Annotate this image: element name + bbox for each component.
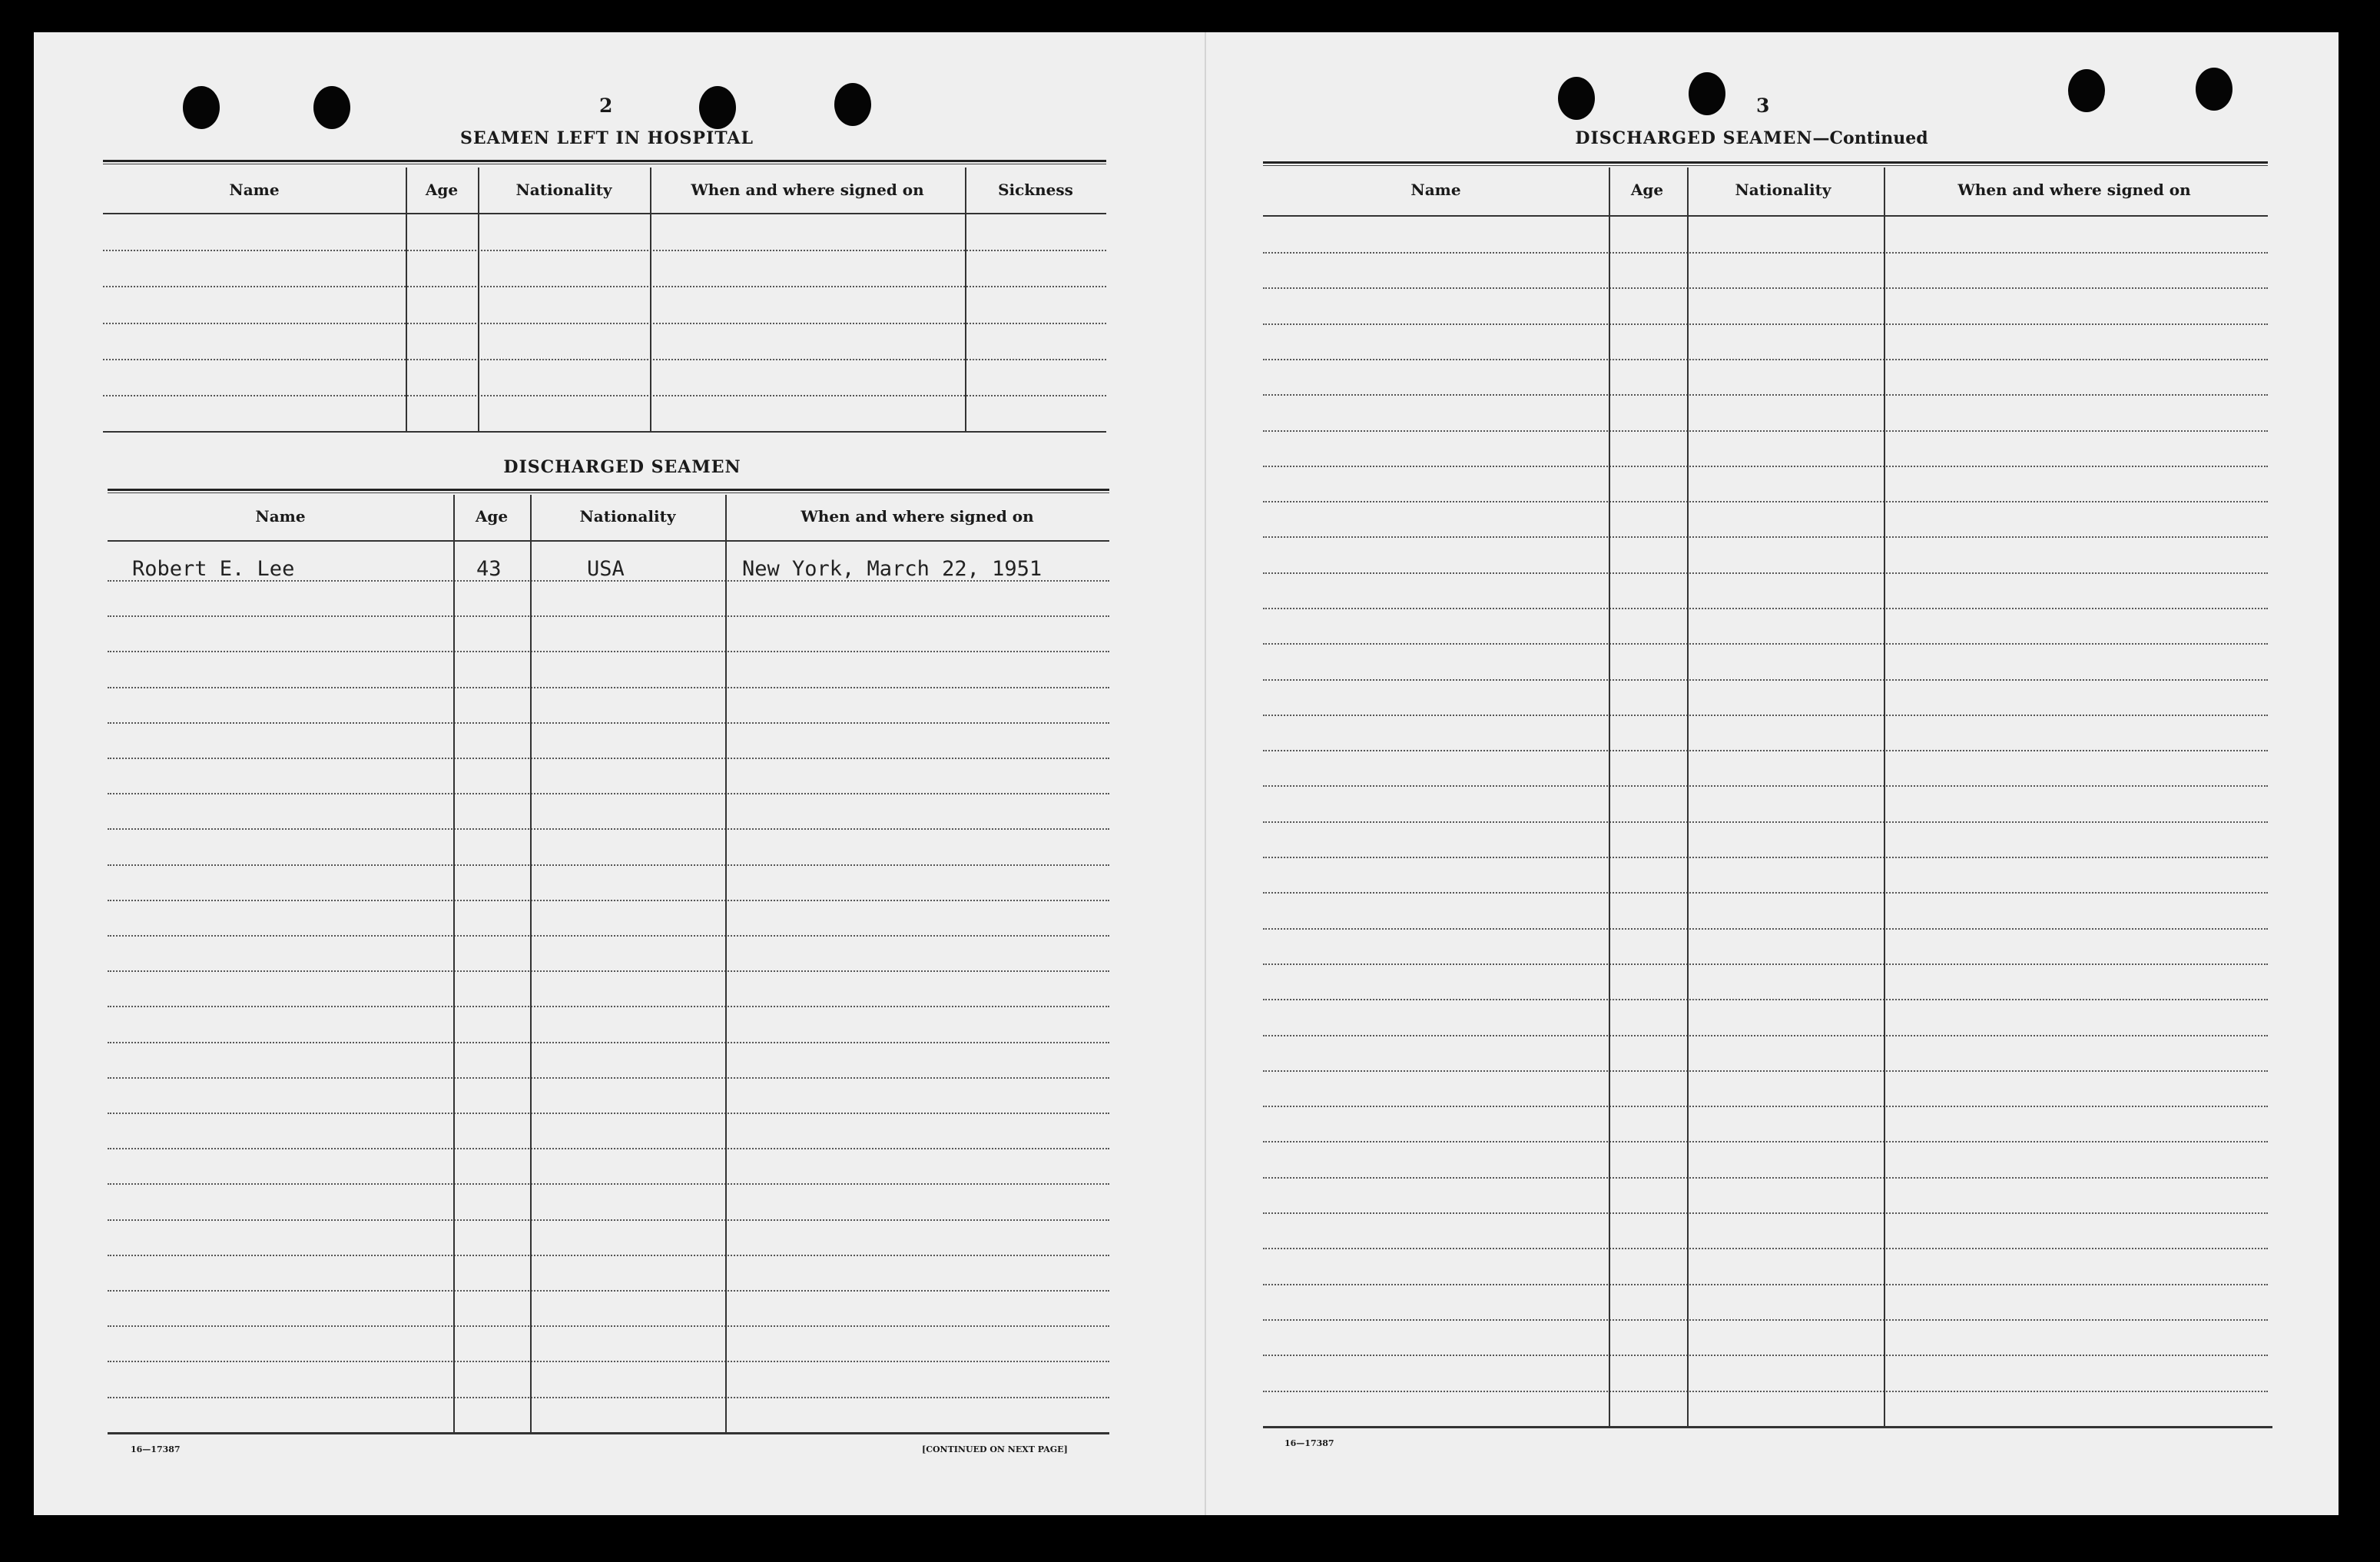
row-line bbox=[108, 687, 1109, 688]
row-line bbox=[1263, 750, 2268, 751]
discharged-continued-title-suffix: —Continued bbox=[1812, 128, 1928, 148]
seaman-age: 43 bbox=[476, 557, 502, 581]
punch-hole bbox=[183, 86, 220, 129]
row-line bbox=[1263, 1106, 2268, 1107]
discharged-header-rule bbox=[108, 540, 1109, 542]
form-number-left: 16—17387 bbox=[131, 1444, 181, 1454]
row-line bbox=[1263, 1355, 2268, 1356]
hospital-section-title: SEAMEN LEFT IN HOSPITAL bbox=[460, 128, 754, 148]
hospital-col-name: Name bbox=[229, 181, 280, 199]
continued-col-age: Age bbox=[1630, 181, 1664, 199]
continued-bottom-rule bbox=[1263, 1426, 2272, 1428]
discharged-col-divider bbox=[530, 495, 532, 1434]
row-line bbox=[108, 793, 1109, 794]
row-line bbox=[1263, 1248, 2268, 1249]
discharged-col-nationality: Nationality bbox=[579, 507, 676, 526]
row-line bbox=[108, 864, 1109, 866]
row-line bbox=[108, 1290, 1109, 1292]
punch-hole bbox=[2068, 69, 2105, 112]
row-line bbox=[1263, 572, 2268, 574]
discharged-col-signed-on: When and where signed on bbox=[801, 507, 1034, 526]
continued-top-rule bbox=[1263, 161, 2268, 166]
page-number-left: 2 bbox=[599, 95, 613, 117]
row-line bbox=[108, 828, 1109, 830]
row-line bbox=[108, 935, 1109, 937]
hospital-col-divider bbox=[406, 167, 407, 432]
hospital-col-nationality: Nationality bbox=[515, 181, 612, 199]
hospital-col-age: Age bbox=[425, 181, 459, 199]
row-line bbox=[1263, 394, 2268, 396]
row-line bbox=[1263, 430, 2268, 432]
document-sheet bbox=[34, 32, 2339, 1515]
continued-col-signed-on: When and where signed on bbox=[1957, 181, 2191, 199]
row-line bbox=[1263, 1319, 2268, 1321]
discharged-continued-title bbox=[1536, 128, 1967, 148]
row-line bbox=[108, 580, 1109, 582]
row-line bbox=[1263, 1035, 2268, 1036]
discharged-continued-title-main: DISCHARGED SEAMEN bbox=[1575, 128, 1813, 148]
row-line bbox=[1263, 252, 2268, 254]
page-fold bbox=[1205, 32, 1206, 1515]
row-line bbox=[108, 1219, 1109, 1221]
continued-col-divider bbox=[1884, 167, 1885, 1428]
row-line bbox=[1263, 287, 2268, 289]
hospital-row-line bbox=[103, 286, 1106, 287]
hospital-col-divider bbox=[478, 167, 479, 432]
row-line bbox=[1263, 963, 2268, 965]
row-line bbox=[1263, 715, 2268, 716]
row-line bbox=[1263, 1212, 2268, 1214]
row-line bbox=[108, 1006, 1109, 1007]
hospital-row-line bbox=[103, 395, 1106, 396]
continued-col-name: Name bbox=[1410, 181, 1461, 199]
row-line bbox=[108, 1325, 1109, 1327]
discharged-col-age: Age bbox=[475, 507, 509, 526]
punch-hole bbox=[1558, 77, 1595, 120]
row-line bbox=[108, 1042, 1109, 1043]
row-line bbox=[108, 615, 1109, 617]
row-line bbox=[1263, 1391, 2268, 1392]
punch-hole bbox=[834, 83, 871, 126]
continued-col-divider bbox=[1609, 167, 1610, 1428]
punch-hole bbox=[2196, 68, 2232, 111]
row-line bbox=[108, 758, 1109, 759]
punch-hole bbox=[699, 86, 736, 129]
seaman-nationality: USA bbox=[587, 557, 625, 581]
row-line bbox=[108, 1397, 1109, 1398]
hospital-col-divider bbox=[650, 167, 651, 432]
discharged-col-divider bbox=[725, 495, 727, 1434]
page-number-right: 3 bbox=[1756, 95, 1770, 117]
row-line bbox=[1263, 679, 2268, 681]
continued-col-nationality: Nationality bbox=[1735, 181, 1831, 199]
row-line bbox=[1263, 536, 2268, 538]
punch-hole bbox=[313, 86, 350, 129]
row-line bbox=[108, 970, 1109, 972]
hospital-row-line bbox=[103, 359, 1106, 360]
row-line bbox=[108, 651, 1109, 652]
row-line bbox=[1263, 928, 2268, 930]
discharged-top-rule bbox=[108, 489, 1109, 493]
continued-note: [CONTINUED ON NEXT PAGE] bbox=[922, 1444, 1068, 1454]
form-number-right: 16—17387 bbox=[1284, 1438, 1334, 1448]
row-line bbox=[1263, 608, 2268, 609]
row-line bbox=[1263, 466, 2268, 467]
row-line bbox=[1263, 1141, 2268, 1142]
row-line bbox=[1263, 643, 2268, 645]
hospital-top-rule bbox=[103, 160, 1106, 164]
punch-hole bbox=[1689, 72, 1725, 115]
hospital-row-line bbox=[103, 250, 1106, 251]
row-line bbox=[108, 1361, 1109, 1362]
discharged-col-name: Name bbox=[255, 507, 306, 526]
row-line bbox=[108, 1148, 1109, 1149]
row-line bbox=[108, 1255, 1109, 1256]
row-line bbox=[108, 1077, 1109, 1079]
continued-col-divider bbox=[1687, 167, 1689, 1428]
row-line bbox=[1263, 359, 2268, 360]
hospital-row-line bbox=[103, 323, 1106, 324]
row-line bbox=[108, 1183, 1109, 1185]
row-line bbox=[1263, 999, 2268, 1000]
hospital-bottom-rule bbox=[103, 431, 1106, 433]
discharged-col-divider bbox=[453, 495, 455, 1434]
row-line bbox=[108, 722, 1109, 724]
seaman-signed-on: New York, March 22, 1951 bbox=[742, 557, 1042, 581]
row-line bbox=[108, 900, 1109, 901]
hospital-col-divider bbox=[965, 167, 966, 432]
hospital-header-rule bbox=[103, 213, 1106, 214]
row-line bbox=[1263, 1070, 2268, 1072]
row-line bbox=[1263, 821, 2268, 823]
seaman-name: Robert E. Lee bbox=[132, 557, 295, 581]
row-line bbox=[1263, 1177, 2268, 1179]
hospital-col-sickness: Sickness bbox=[998, 181, 1073, 199]
row-line bbox=[1263, 501, 2268, 502]
hospital-col-signed-on: When and where signed on bbox=[691, 181, 924, 199]
continued-header-rule bbox=[1263, 215, 2268, 217]
row-line bbox=[1263, 857, 2268, 858]
row-line bbox=[1263, 323, 2268, 325]
row-line bbox=[108, 1113, 1109, 1114]
discharged-section-title: DISCHARGED SEAMEN bbox=[503, 457, 741, 477]
row-line bbox=[1263, 785, 2268, 787]
discharged-bottom-rule bbox=[108, 1432, 1109, 1434]
row-line bbox=[1263, 1284, 2268, 1285]
row-line bbox=[1263, 892, 2268, 894]
